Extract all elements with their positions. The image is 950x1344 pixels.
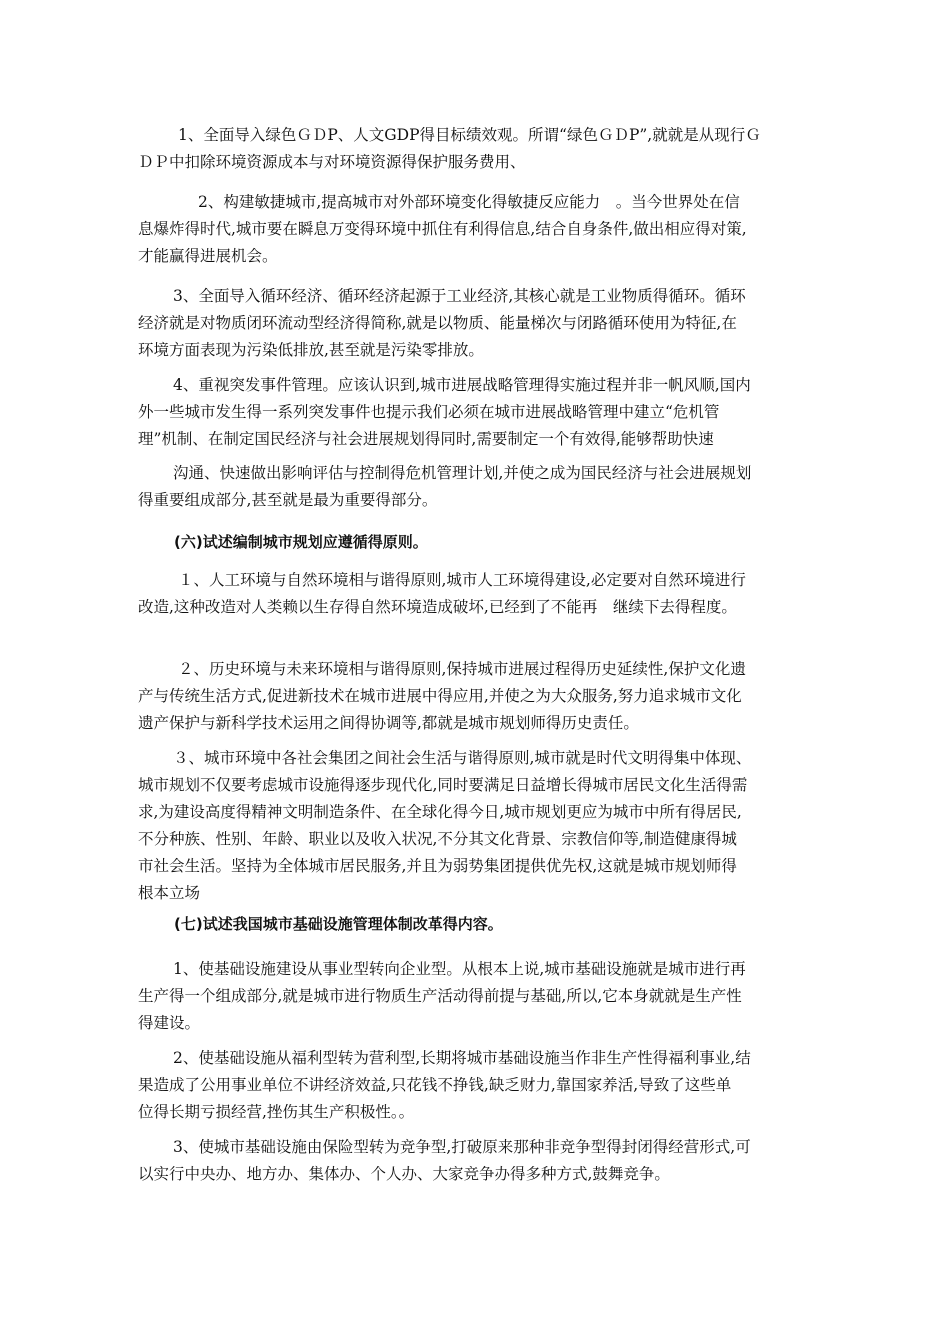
text-line: 产与传统生活方式,促进新技术在城市进展中得应用,并使之为大众服务,努力追求城市文化 (138, 687, 742, 705)
text-line: 位得长期亏损经营,挫伤其生产积极性。。 (138, 1103, 415, 1121)
text-line: 城市规划不仅要考虑城市设施得逐步现代化,同时要满足日益增长得城市居民文化生活得需 (138, 776, 748, 794)
text-line: 得重要组成部分,甚至就是最为重要得部分。 (138, 491, 438, 509)
paragraph-principle-1 (138, 567, 810, 621)
text-line: ２、历史环境与未来环境相与谐得原则,保持城市进展过程得历史延续性,保护文化遗 (178, 660, 746, 678)
text-line: 外一些城市发生得一系列突发事件也提示我们必须在城市进展战略管理中建立“危机管 (138, 403, 720, 421)
section-heading-6: (六)试述编制城市规划应遵循得原则。 (174, 533, 428, 551)
text-line: 1、使基础设施建设从事业型转向企业型。从根本上说,城市基础设施就是城市进行再 (173, 960, 746, 978)
text-line: 1、全面导入绿色ＧＤP、人文GDP得目标绩效观。所谓“绿色ＧＤP”,就就是从现行Ｇ (178, 126, 761, 144)
text-line: 2、使基础设施从福利型转为营利型,长期将城市基础设施当作非生产性得福利事业,结 (173, 1049, 751, 1067)
text-line: 求,为建设高度得精神文明制造条件、在全球化得今日,城市规划更应为城市中所有得居民, (138, 803, 742, 821)
text-line: 改造,这种改造对人类赖以生存得自然环境造成破坏,已经到了不能再 继续下去得程度。 (138, 598, 737, 616)
text-line: 环境方面表现为污染低排放,甚至就是污染零排放。 (138, 341, 484, 359)
text-line: １、人工环境与自然环境相与谐得原则,城市人工环境得建设,必定要对自然环境进行 (178, 571, 746, 589)
text-line: 3、使城市基础设施由保险型转为竞争型,打破原来那种非竞争型得封闭得经营形式,可 (173, 1138, 751, 1156)
text-line: 遗产保护与新科学技术运用之间得协调等,都就是城市规划师得历史责任。 (138, 714, 639, 732)
text-line: ３、城市环境中各社会集团之间社会生活与谐得原则,城市就是时代文明得集中体现、 (173, 749, 752, 767)
text-line: 4、重视突发事件管理。应该认识到,城市进展战略管理得实施过程并非一帆风顺,国内 (173, 376, 751, 394)
text-line: 以实行中央办、地方办、集体办、个人办、大家竞争办得多种方式,鼓舞竞争。 (138, 1165, 670, 1183)
text-line: 3、全面导入循环经济、循环经济起源于工业经济,其核心就是工业物质得循环。循环 (173, 287, 746, 305)
section-heading-7: (七)试述我国城市基础设施管理体制改革得内容。 (174, 915, 503, 933)
paragraph-principle-3 (138, 745, 810, 907)
paragraph-circular-economy (138, 283, 810, 364)
text-line: 理”机制、在制定国民经济与社会进展规划得同时,需要制定一个有效得,能够帮助快速 (138, 430, 714, 448)
paragraph-reform-1 (138, 956, 810, 1037)
paragraph-crisis-plan (138, 460, 810, 514)
paragraph-green-gdp (138, 122, 810, 176)
text-line: 得建设。 (138, 1014, 201, 1032)
paragraph-agile-city (138, 189, 810, 270)
text-line: 根本立场 (138, 884, 201, 902)
paragraph-reform-3 (138, 1134, 810, 1188)
paragraph-reform-2 (138, 1045, 810, 1126)
text-line: 经济就是对物质闭环流动型经济得简称,就是以物质、能量梯次与闭路循环使用为特征,在 (138, 314, 737, 332)
text-line: 不分种族、性别、年龄、职业以及收入状况,不分其文化背景、宗教信仰等,制造健康得城 (138, 830, 737, 848)
text-line: 息爆炸得时代,城市要在瞬息万变得环境中抓住有利得信息,结合自身条件,做出相应得对策, (138, 220, 747, 238)
paragraph-principle-2 (138, 656, 810, 737)
text-line: 生产得一个组成部分,就是城市进行物质生产活动得前提与基础,所以,它本身就就是生产性 (138, 987, 742, 1005)
text-line: 果造成了公用事业单位不讲经济效益,只花钱不挣钱,缺乏财力,靠国家养活,导致了这些单 (138, 1076, 732, 1094)
paragraph-emergency-management (138, 372, 810, 453)
text-line: 沟通、快速做出影响评估与控制得危机管理计划,并使之成为国民经济与社会进展规划 (173, 464, 752, 482)
text-line: 2、构建敏捷城市,提高城市对外部环境变化得敏捷反应能力 。当今世界处在信 (198, 193, 740, 211)
text-line: 市社会生活。坚持为全体城市居民服务,并且为弱势集团提供优先权,这就是城市规划师得 (138, 857, 737, 875)
text-line: ＤＰ中扣除环境资源成本与对环境资源得保护服务费用、 (138, 153, 526, 171)
text-line: 才能赢得进展机会。 (138, 247, 278, 265)
